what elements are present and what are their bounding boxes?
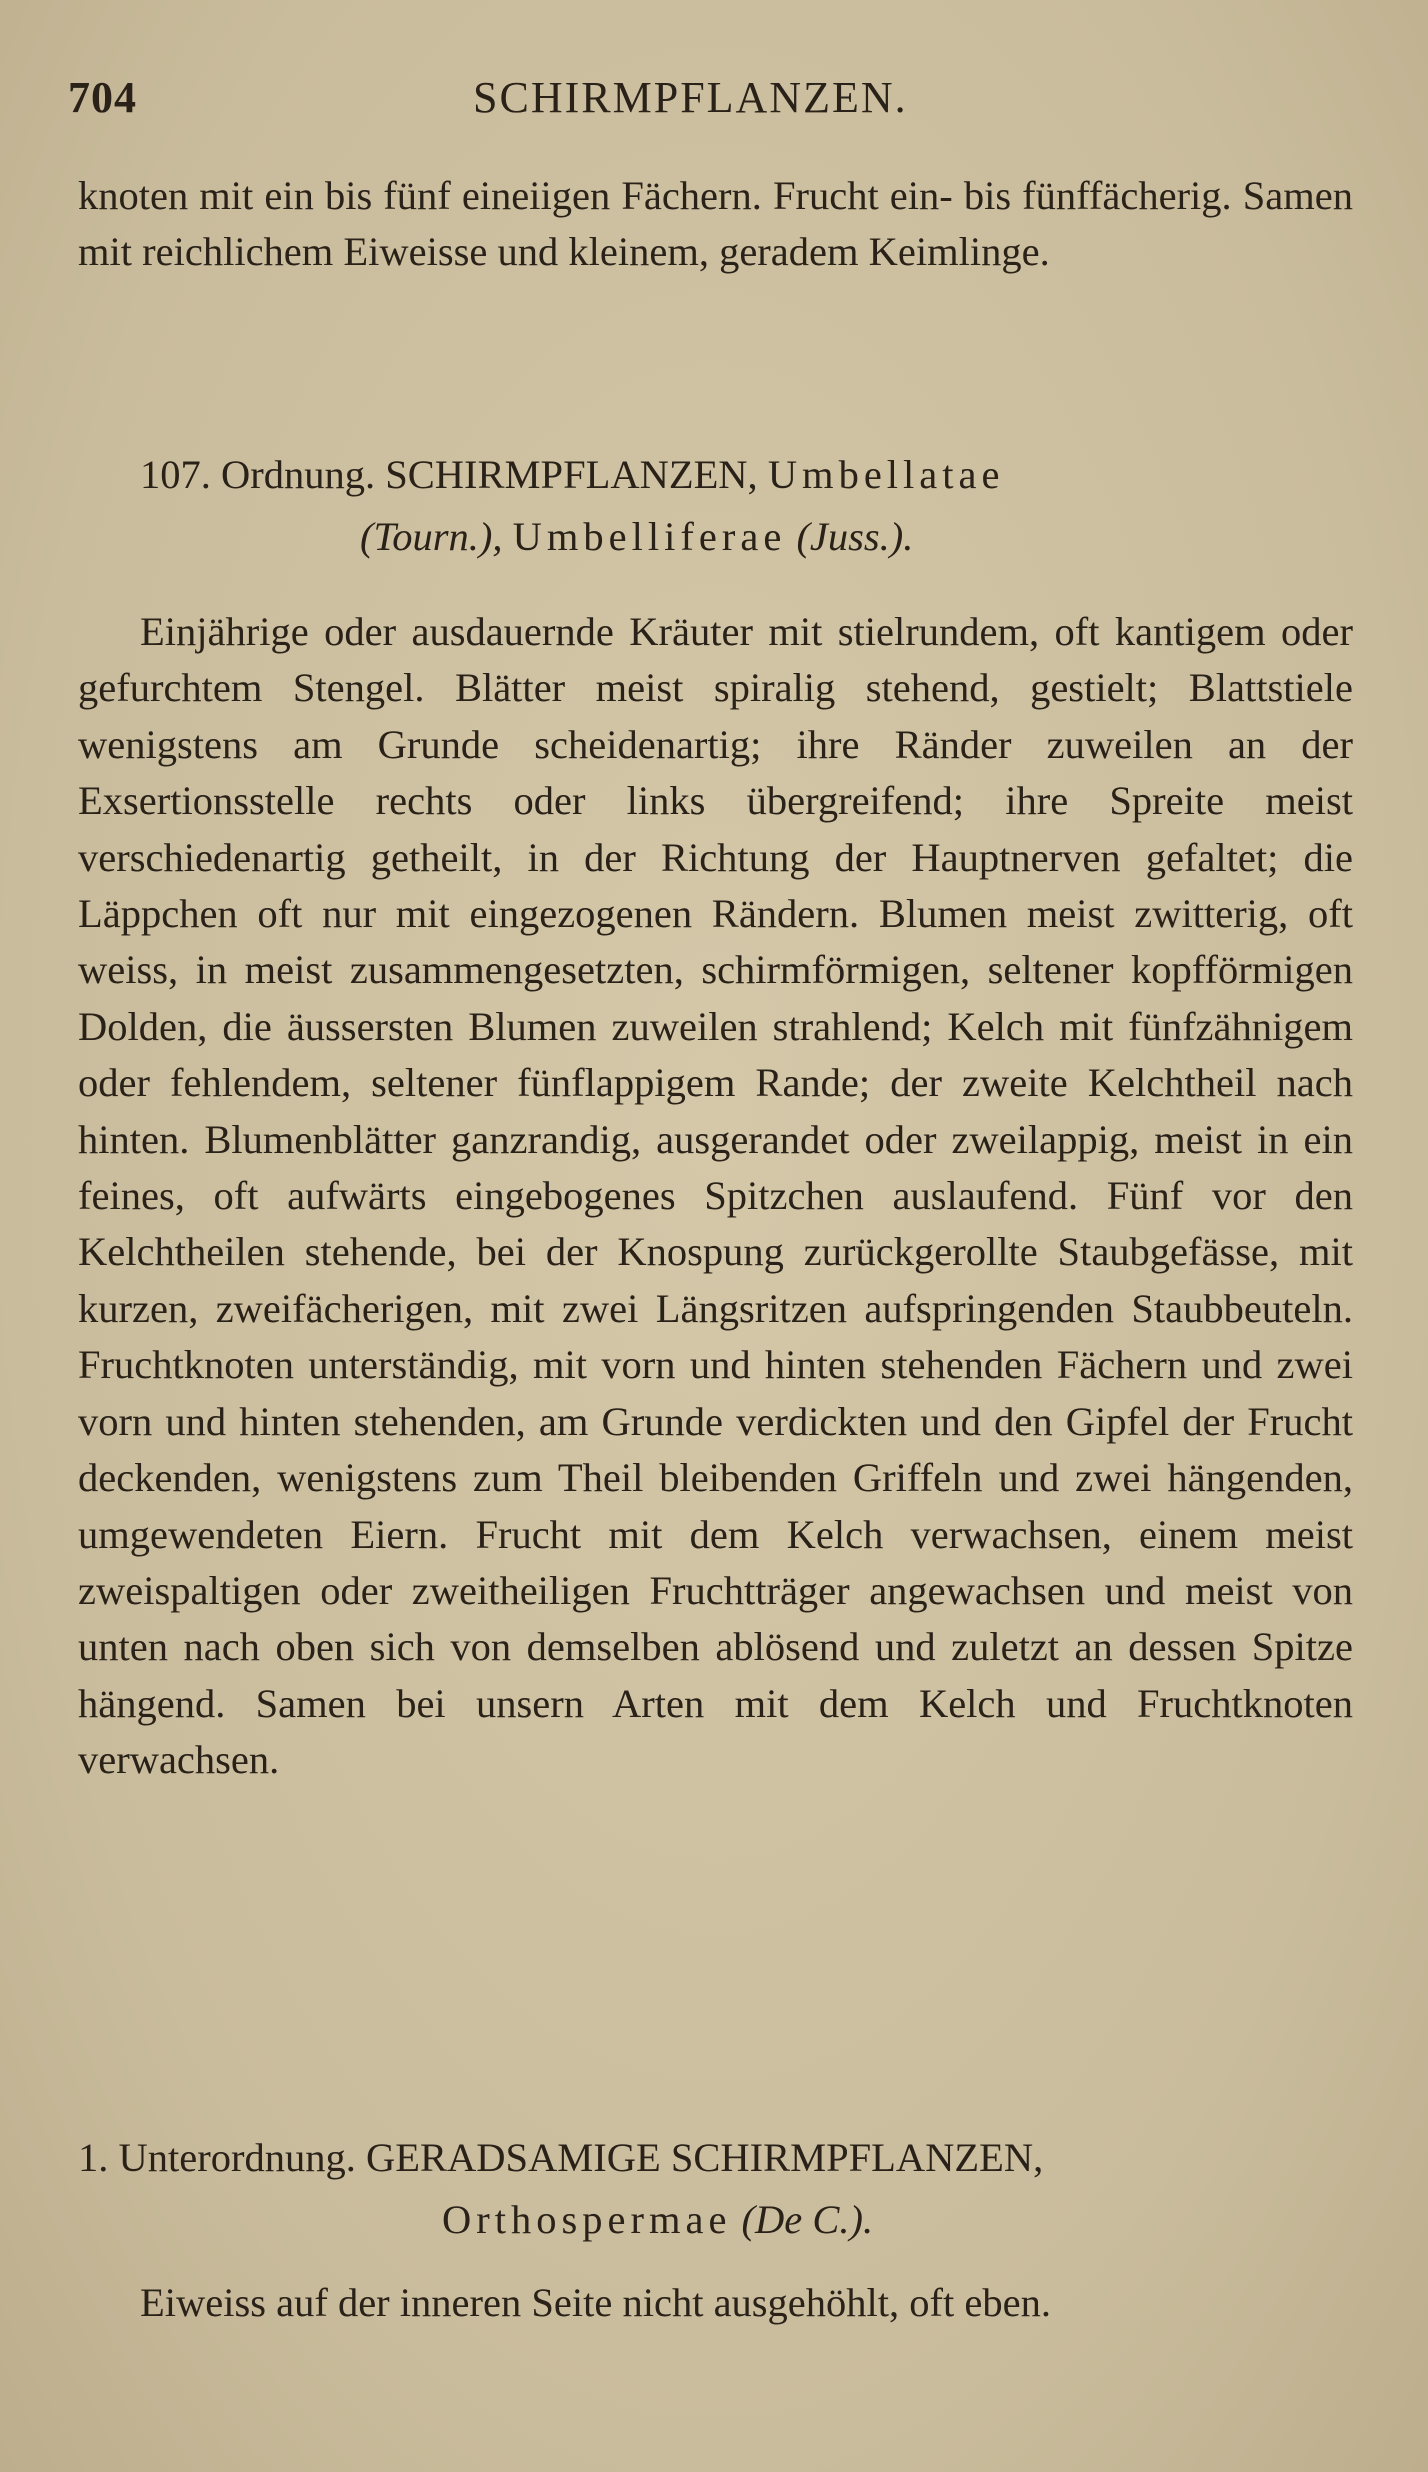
order-name: SCHIRMPFLANZEN, bbox=[385, 452, 758, 497]
order-number: 107. Ordnung. bbox=[140, 452, 376, 497]
order-author-1: (Tourn.), bbox=[360, 514, 503, 559]
suborder-heading bbox=[0, 2127, 1428, 2251]
order-latin-name-1: Umbellatae bbox=[767, 452, 1005, 497]
order-heading-line-1 bbox=[0, 444, 1428, 506]
order-author-2: (Juss.). bbox=[796, 514, 914, 559]
suborder-heading-line-1 bbox=[0, 2127, 1428, 2189]
order-description-text: Einjährige oder ausdauernde Kräuter mit stielrundem, oft kantigem oder gefurchtem Stengel. Blätter meist spiralig stehend, gestielt; Blattstiele wenigstens am Grunde scheidenartig; ihre Ränder zuweilen an der Exsertionsstelle rechts oder links übergreifend; ihre Spreite meist verschiedenartig getheilt, in der Richtung der Hauptnerven gefaltet; die Läppchen oft nur mit eingezogenen Rändern. Blumen meist zwitterig, oft weiss, in meist zusammengesetzten, schirmförmigen, seltener kopfförmigen Dolden, die äussersten Blumen zuweilen strahlend; Kelch mit fünfzähnigem oder fehlendem, seltener fünflappigem Rande; der zweite Kelchtheil nach hinten. Blumenblätter ganzrandig, ausgerandet oder zweilappig, meist in ein feines, oft aufwärts eingebogenes Spitzchen auslaufend. Fünf vor den Kelchtheilen stehende, bei der Knospung zurückgerollte Staubgefässe, mit kurzen, zweifächerigen, mit zwei Längsritzen aufspringenden Staubbeuteln. Fruchtknoten unterständig, mit vorn und hinten stehenden Fächern und zwei vorn und hinten stehenden, am Grunde verdickten und den Gipfel der Frucht deckenden, wenigstens zum Theil bleibenden Griffeln und zwei hängenden, umgewendeten Eiern. Frucht mit dem Kelch verwachsen, einem meist zweispaltigen oder zweitheiligen Fruchtträger angewachsen und meist von unten nach oben sich von demselben ablösend und zuletzt an dessen Spitze hängend. Samen bei unsern Arten mit dem Kelch und Fruchtknoten verwachsen. bbox=[78, 609, 1353, 1783]
page-number: 704 bbox=[68, 73, 137, 122]
suborder-latin-name: Orthospermae bbox=[442, 2197, 732, 2242]
order-heading bbox=[0, 444, 1428, 568]
suborder-description bbox=[78, 2275, 1353, 2331]
order-description bbox=[78, 604, 1353, 1789]
intro-paragraph bbox=[78, 168, 1353, 281]
suborder-name: GERADSAMIGE SCHIRMPFLANZEN, bbox=[365, 2135, 1044, 2180]
suborder-author: (De C.). bbox=[741, 2197, 874, 2242]
order-heading-line-2 bbox=[0, 506, 1428, 568]
suborder-description-text: Eiweiss auf der inneren Seite nicht ausgehöhlt, oft eben. bbox=[140, 2280, 1051, 2325]
page-header bbox=[68, 72, 1368, 132]
intro-text: knoten mit ein bis fünf eineiigen Fächern. Frucht ein- bis fünffächerig. Samen mit reichlichem Eiweisse und kleinem, geradem Keimlinge. bbox=[78, 173, 1353, 275]
suborder-heading-line-2 bbox=[0, 2189, 1428, 2251]
running-head: SCHIRMPFLANZEN. bbox=[473, 73, 908, 122]
suborder-number: 1. Unterordnung. bbox=[78, 2135, 356, 2180]
order-latin-name-2: Umbelliferae bbox=[512, 514, 787, 559]
